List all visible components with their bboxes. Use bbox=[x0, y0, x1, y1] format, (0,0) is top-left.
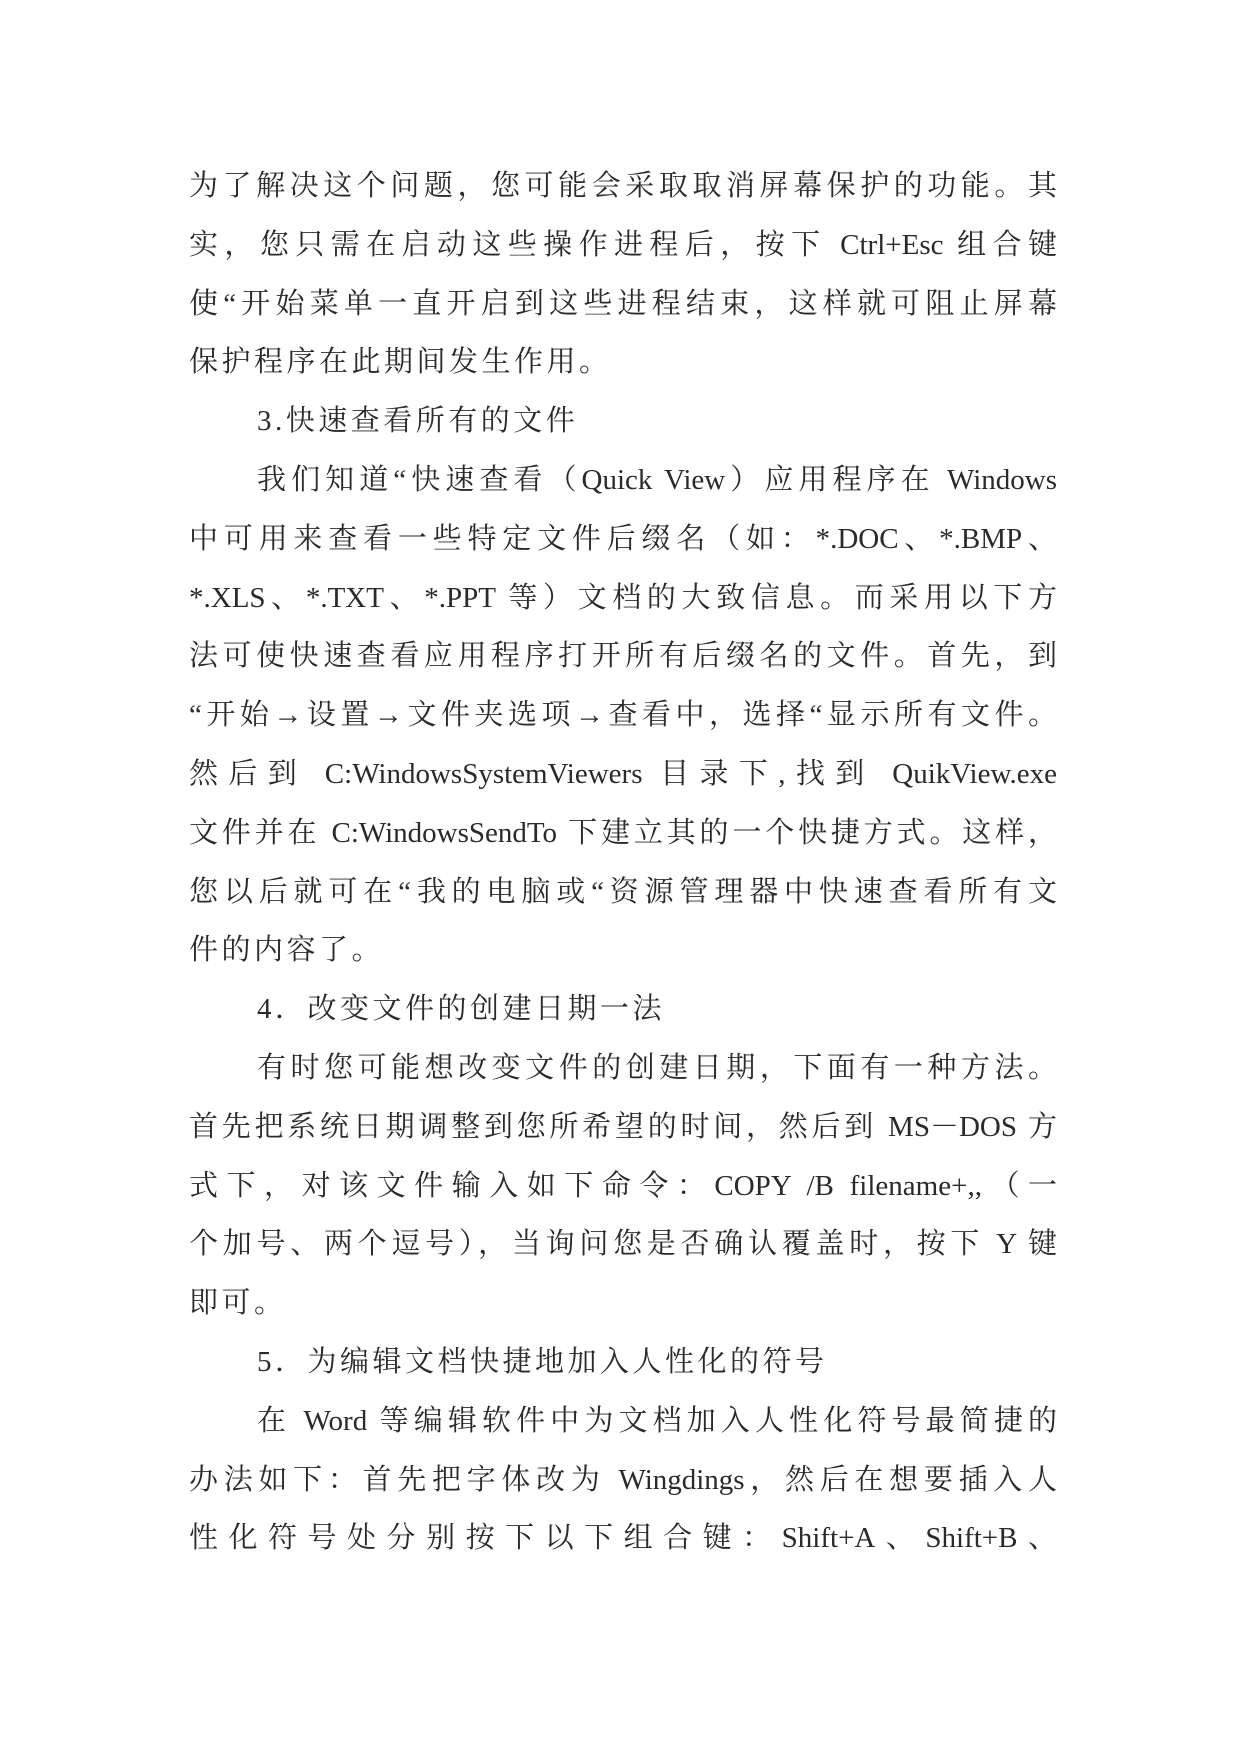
paragraph bbox=[189, 451, 1057, 980]
text-line: 保护程序在此期间发生作用。 bbox=[189, 346, 612, 379]
section-heading: 5．为编辑文档快捷地加入人性化的符号 bbox=[257, 1345, 828, 1378]
text-line: 您以后就可在“我的电脑或“资源管理器中快速查看所有文 bbox=[189, 875, 1057, 908]
section bbox=[189, 1333, 1057, 1568]
text-line: 个加号、两个逗号），当询问您是否确认覆盖时，按下 Y 键 bbox=[189, 1228, 1057, 1261]
text-line: 使“开始菜单一直开启到这些进程结束，这样就可阻止屏幕 bbox=[189, 287, 1057, 320]
section-heading: 3.快速查看所有的文件 bbox=[257, 405, 579, 438]
section bbox=[189, 392, 1057, 980]
text-line: 件的内容了。 bbox=[189, 934, 385, 967]
text-line: 我们知道“快速查看（Quick View）应用程序在 Windows bbox=[257, 463, 1057, 496]
document-body bbox=[189, 157, 1057, 1568]
paragraph bbox=[189, 157, 1057, 392]
text-line: 性化符号处分别按下以下组合键：Shift+A、Shift+B、 bbox=[189, 1522, 1057, 1555]
text-line: 即可。 bbox=[189, 1287, 287, 1320]
text-line: *.XLS、*.TXT、*.PPT 等）文档的大致信息。而采用以下方 bbox=[189, 581, 1057, 614]
text-line: 实，您只需在启动这些操作进程后，按下 Ctrl+Esc 组合键 bbox=[189, 228, 1057, 261]
text-line: 有时您可能想改变文件的创建日期，下面有一种方法。 bbox=[257, 1051, 1057, 1084]
paragraph bbox=[189, 1392, 1057, 1568]
text-line: 文件并在 C:WindowsSendTo 下建立其的一个快捷方式。这样， bbox=[189, 816, 1057, 849]
text-line: 为了解决这个问题，您可能会采取取消屏幕保护的功能。其 bbox=[189, 170, 1057, 202]
text-line: 然后到 C:WindowsSystemViewers 目录下,找到 QuikView.exe bbox=[189, 757, 1057, 790]
text-line: 中可用来查看一些特定文件后缀名（如：*.DOC、*.BMP、 bbox=[189, 522, 1057, 555]
text-line: 首先把系统日期调整到您所希望的时间，然后到 MS－DOS 方 bbox=[189, 1110, 1057, 1143]
paragraph bbox=[189, 1039, 1057, 1333]
section-heading: 4．改变文件的创建日期一法 bbox=[257, 993, 666, 1026]
text-line: “开始→设置→文件夹选项→查看中，选择“显示所有文件。 bbox=[189, 699, 1057, 732]
text-line: 法可使快速查看应用程序打开所有后缀名的文件。首先，到 bbox=[189, 640, 1057, 673]
text-line: 办法如下：首先把字体改为 Wingdings，然后在想要插入人 bbox=[189, 1463, 1057, 1496]
text-line: 式下，对该文件输入如下命令：COPY /B filename+,,（一 bbox=[189, 1169, 1057, 1202]
section bbox=[189, 980, 1057, 1333]
text-line: 在 Word 等编辑软件中为文档加入人性化符号最简捷的 bbox=[257, 1404, 1057, 1437]
